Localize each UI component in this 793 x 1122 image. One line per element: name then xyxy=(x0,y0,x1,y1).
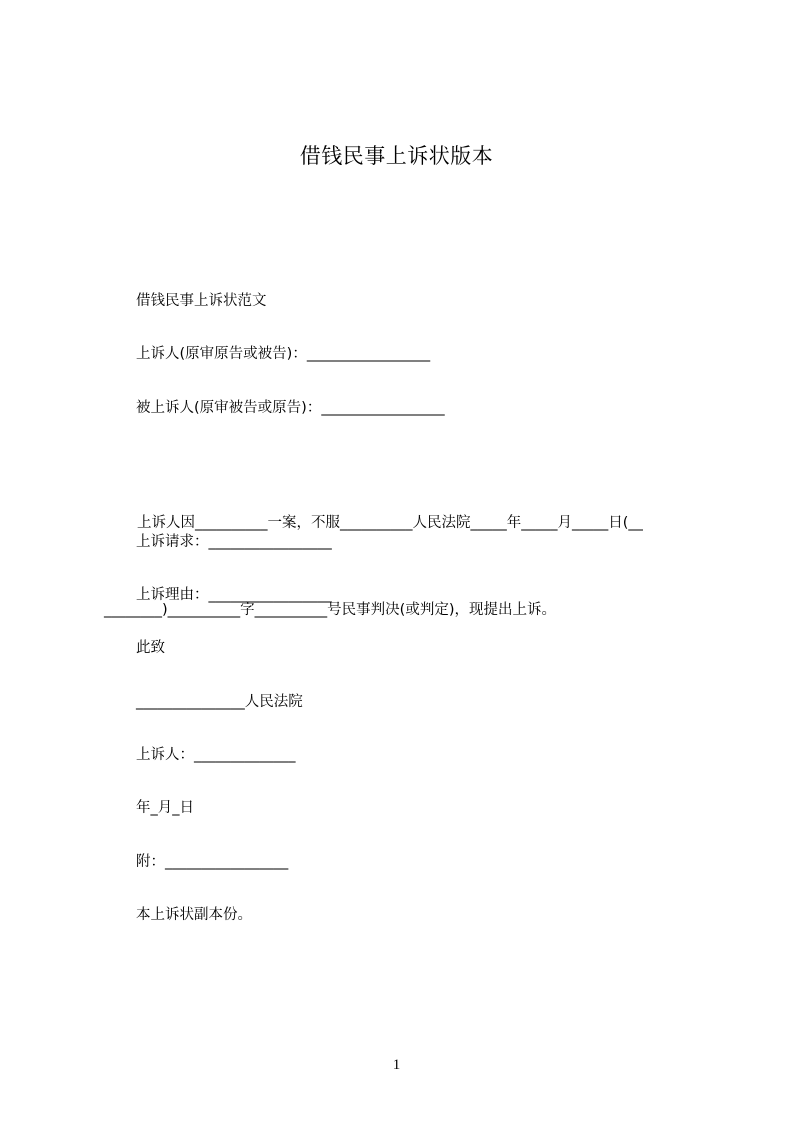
case-paragraph xyxy=(104,451,704,683)
attachment-line: 附：_________________ xyxy=(136,854,289,870)
salutation: 此致 xyxy=(136,640,165,656)
appellee-line: 被上诉人(原审被告或原告)：_________________ xyxy=(136,400,445,416)
case-paragraph-line-1: 上诉人因__________一案，不服__________人民法院_____年_____月_____日(__ xyxy=(137,515,643,531)
document-heading: 借钱民事上诉状范文 xyxy=(136,293,267,309)
signature-line: 上诉人：______________ xyxy=(136,747,296,763)
request-line: 上诉请求：_________________ xyxy=(136,534,332,550)
reason-line: 上诉理由：_________________ xyxy=(136,587,332,603)
date-line: 年_月_日 xyxy=(136,800,194,816)
document-title: 借钱民事上诉状版本 xyxy=(299,144,494,168)
copies-line: 本上诉状副本份。 xyxy=(136,907,252,923)
court-line: _______________人民法院 xyxy=(136,694,303,710)
page-number: 1 xyxy=(392,1057,401,1073)
appellant-line: 上诉人(原审原告或被告)：_________________ xyxy=(136,346,431,362)
case-paragraph-line-2: ________)__________字__________号民事判决(或判定)，现提出上诉。 xyxy=(104,602,556,618)
